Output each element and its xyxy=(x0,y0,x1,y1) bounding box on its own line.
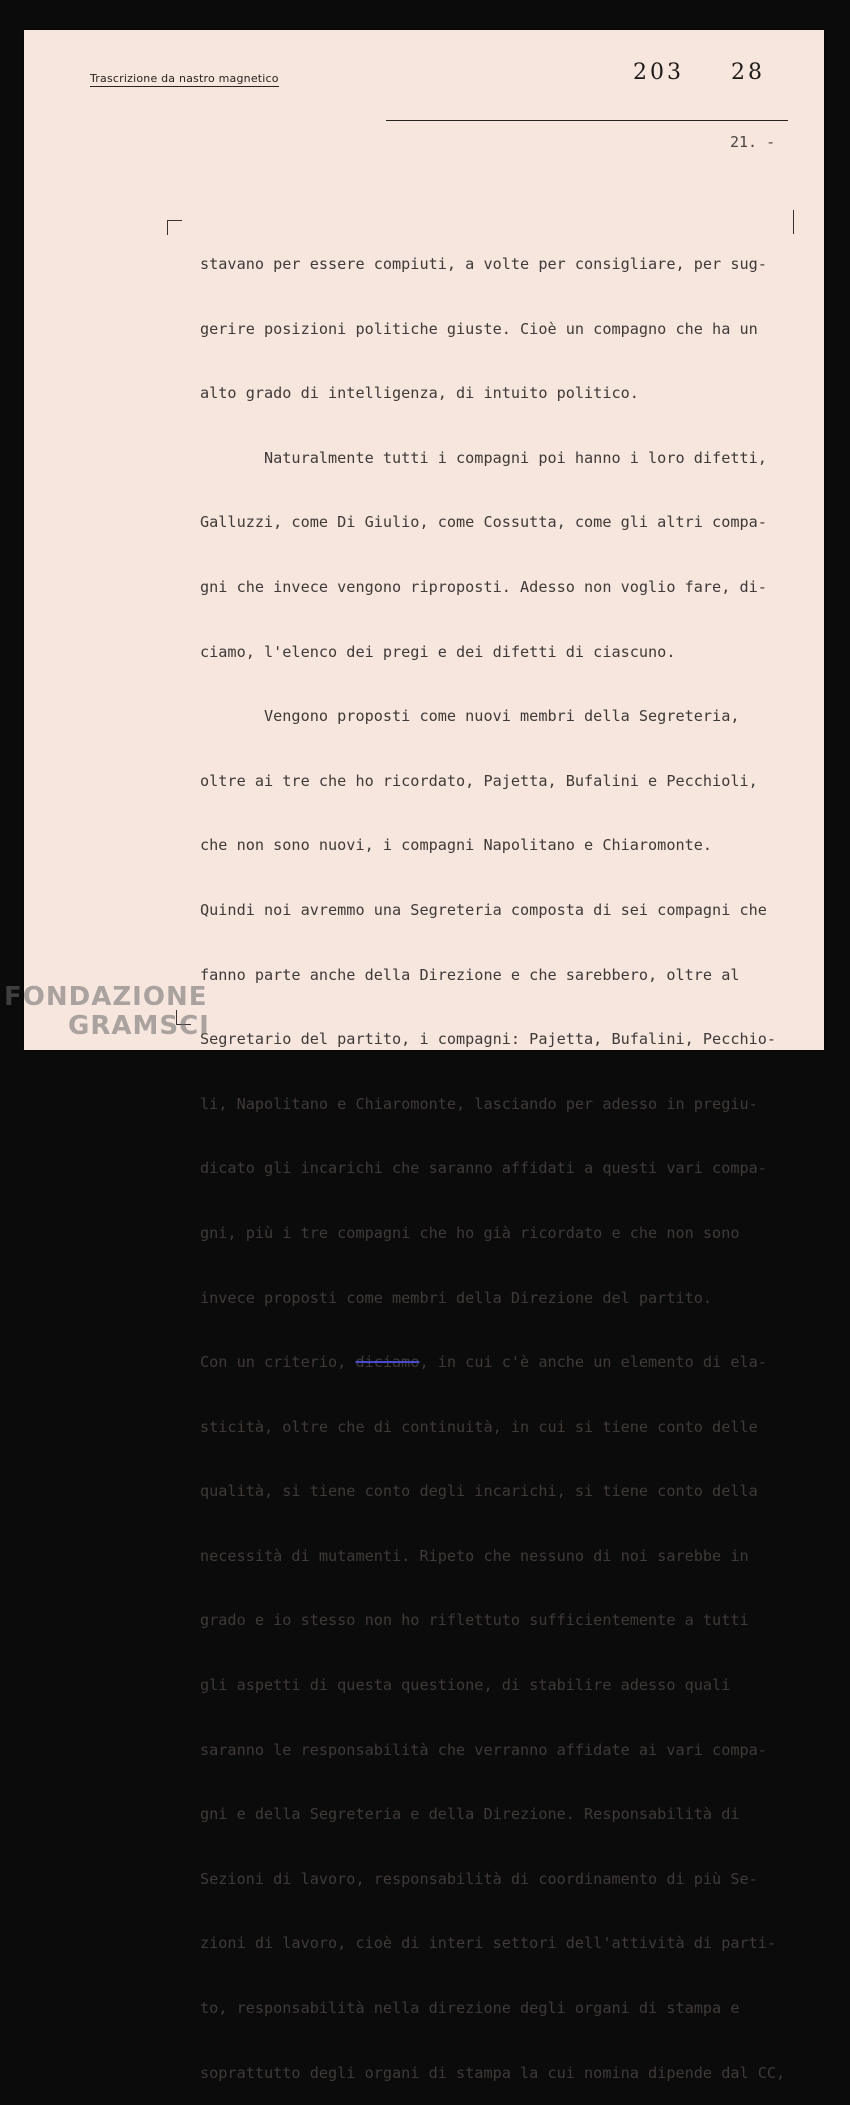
text-line: Vengono proposti come nuovi membri della Segreteria, xyxy=(200,707,740,726)
page-number: 21. - xyxy=(730,133,776,151)
text-line: Sezioni di lavoro, responsabilità di coordinamento di più Se- xyxy=(200,1869,758,1888)
top-left-bracket-mark xyxy=(167,220,182,235)
header-label: Trascrizione da nastro magnetico xyxy=(90,72,279,85)
watermark-line: FONDAZIONE xyxy=(4,982,208,1012)
text-line: gni che invece vengono riproposti. Adesso non voglio fare, di- xyxy=(200,577,767,596)
text-line: sticità, oltre che di continuità, in cui si tiene conto delle xyxy=(200,1417,758,1436)
text-line-with-strikethrough xyxy=(200,1348,815,1377)
text-line: grado e io stesso non ho riflettuto sufficientemente a tutti xyxy=(200,1611,749,1630)
text-line: Quindi noi avremmo una Segreteria composta di sei compagni che xyxy=(200,900,767,919)
text-line: soprattutto degli organi di stampa la cui nomina dipende dal CC, xyxy=(200,2063,786,2082)
text-line: alto grado di intelligenza, di intuito politico. xyxy=(200,384,639,403)
text-line: to, responsabilità nella direzione degli organi di stampa e xyxy=(200,1999,740,2018)
text-line: oltre ai tre che ho ricordato, Pajetta, Bufalini e Pecchioli, xyxy=(200,771,758,790)
header-rule xyxy=(386,120,788,121)
text-line: gni e della Segreteria e della Direzione. Responsabilità di xyxy=(200,1805,740,1824)
watermark-line: GRAMSCI xyxy=(68,1011,210,1041)
text-line: stavano per essere compiuti, a volte per consigliare, per sug- xyxy=(200,255,767,273)
text-line: Naturalmente tutti i compagni poi hanno i loro difetti, xyxy=(200,448,767,467)
text-line: zioni di lavoro, cioè di interi settori dell'attività di parti- xyxy=(200,1934,777,1953)
text-line: qualità, si tiene conto degli incarichi, si tiene conto della xyxy=(200,1482,758,1501)
text-line: Segretario del partito, i compagni: Pajetta, Bufalini, Pecchio- xyxy=(200,1030,777,1049)
text-line: necessità di mutamenti. Ripeto che nessuno di noi sarebbe in xyxy=(200,1546,749,1565)
text-segment: , in cui c'è anche un elemento di ela- xyxy=(419,1353,767,1372)
text-line: saranno le responsabilità che verranno affidate ai vari compa- xyxy=(200,1740,767,1759)
body-text xyxy=(200,214,815,2105)
text-line: dicato gli incarichi che saranno affidati a questi vari compa- xyxy=(200,1159,767,1178)
document-number: 203 xyxy=(633,60,684,85)
text-line: Galluzzi, come Di Giulio, come Cossutta, come gli altri compa- xyxy=(200,513,767,532)
watermark-logo xyxy=(4,983,210,1041)
text-line: gni, più i tre compagni che ho già ricordato e che non sono xyxy=(200,1223,740,1242)
text-line: ciamo, l'elenco dei pregi e dei difetti di ciascuno. xyxy=(200,642,676,661)
text-line: gli aspetti di questa questione, di stabilire adesso quali xyxy=(200,1676,731,1695)
sheet-number: 28 xyxy=(731,60,765,85)
text-line: che non sono nuovi, i compagni Napolitano e Chiaromonte. xyxy=(200,836,713,855)
text-segment: Con un criterio, xyxy=(200,1353,356,1372)
struck-word: diciamo xyxy=(355,1353,420,1372)
text-line: invece proposti come membri della Direzione del partito. xyxy=(200,1288,713,1307)
text-line: fanno parte anche della Direzione e che sarebbero, oltre al xyxy=(200,965,740,984)
text-line: li, Napolitano e Chiaromonte, lasciando per adesso in pregiu- xyxy=(200,1094,758,1113)
text-line: gerire posizioni politiche giuste. Cioè un compagno che ha un xyxy=(200,319,758,338)
